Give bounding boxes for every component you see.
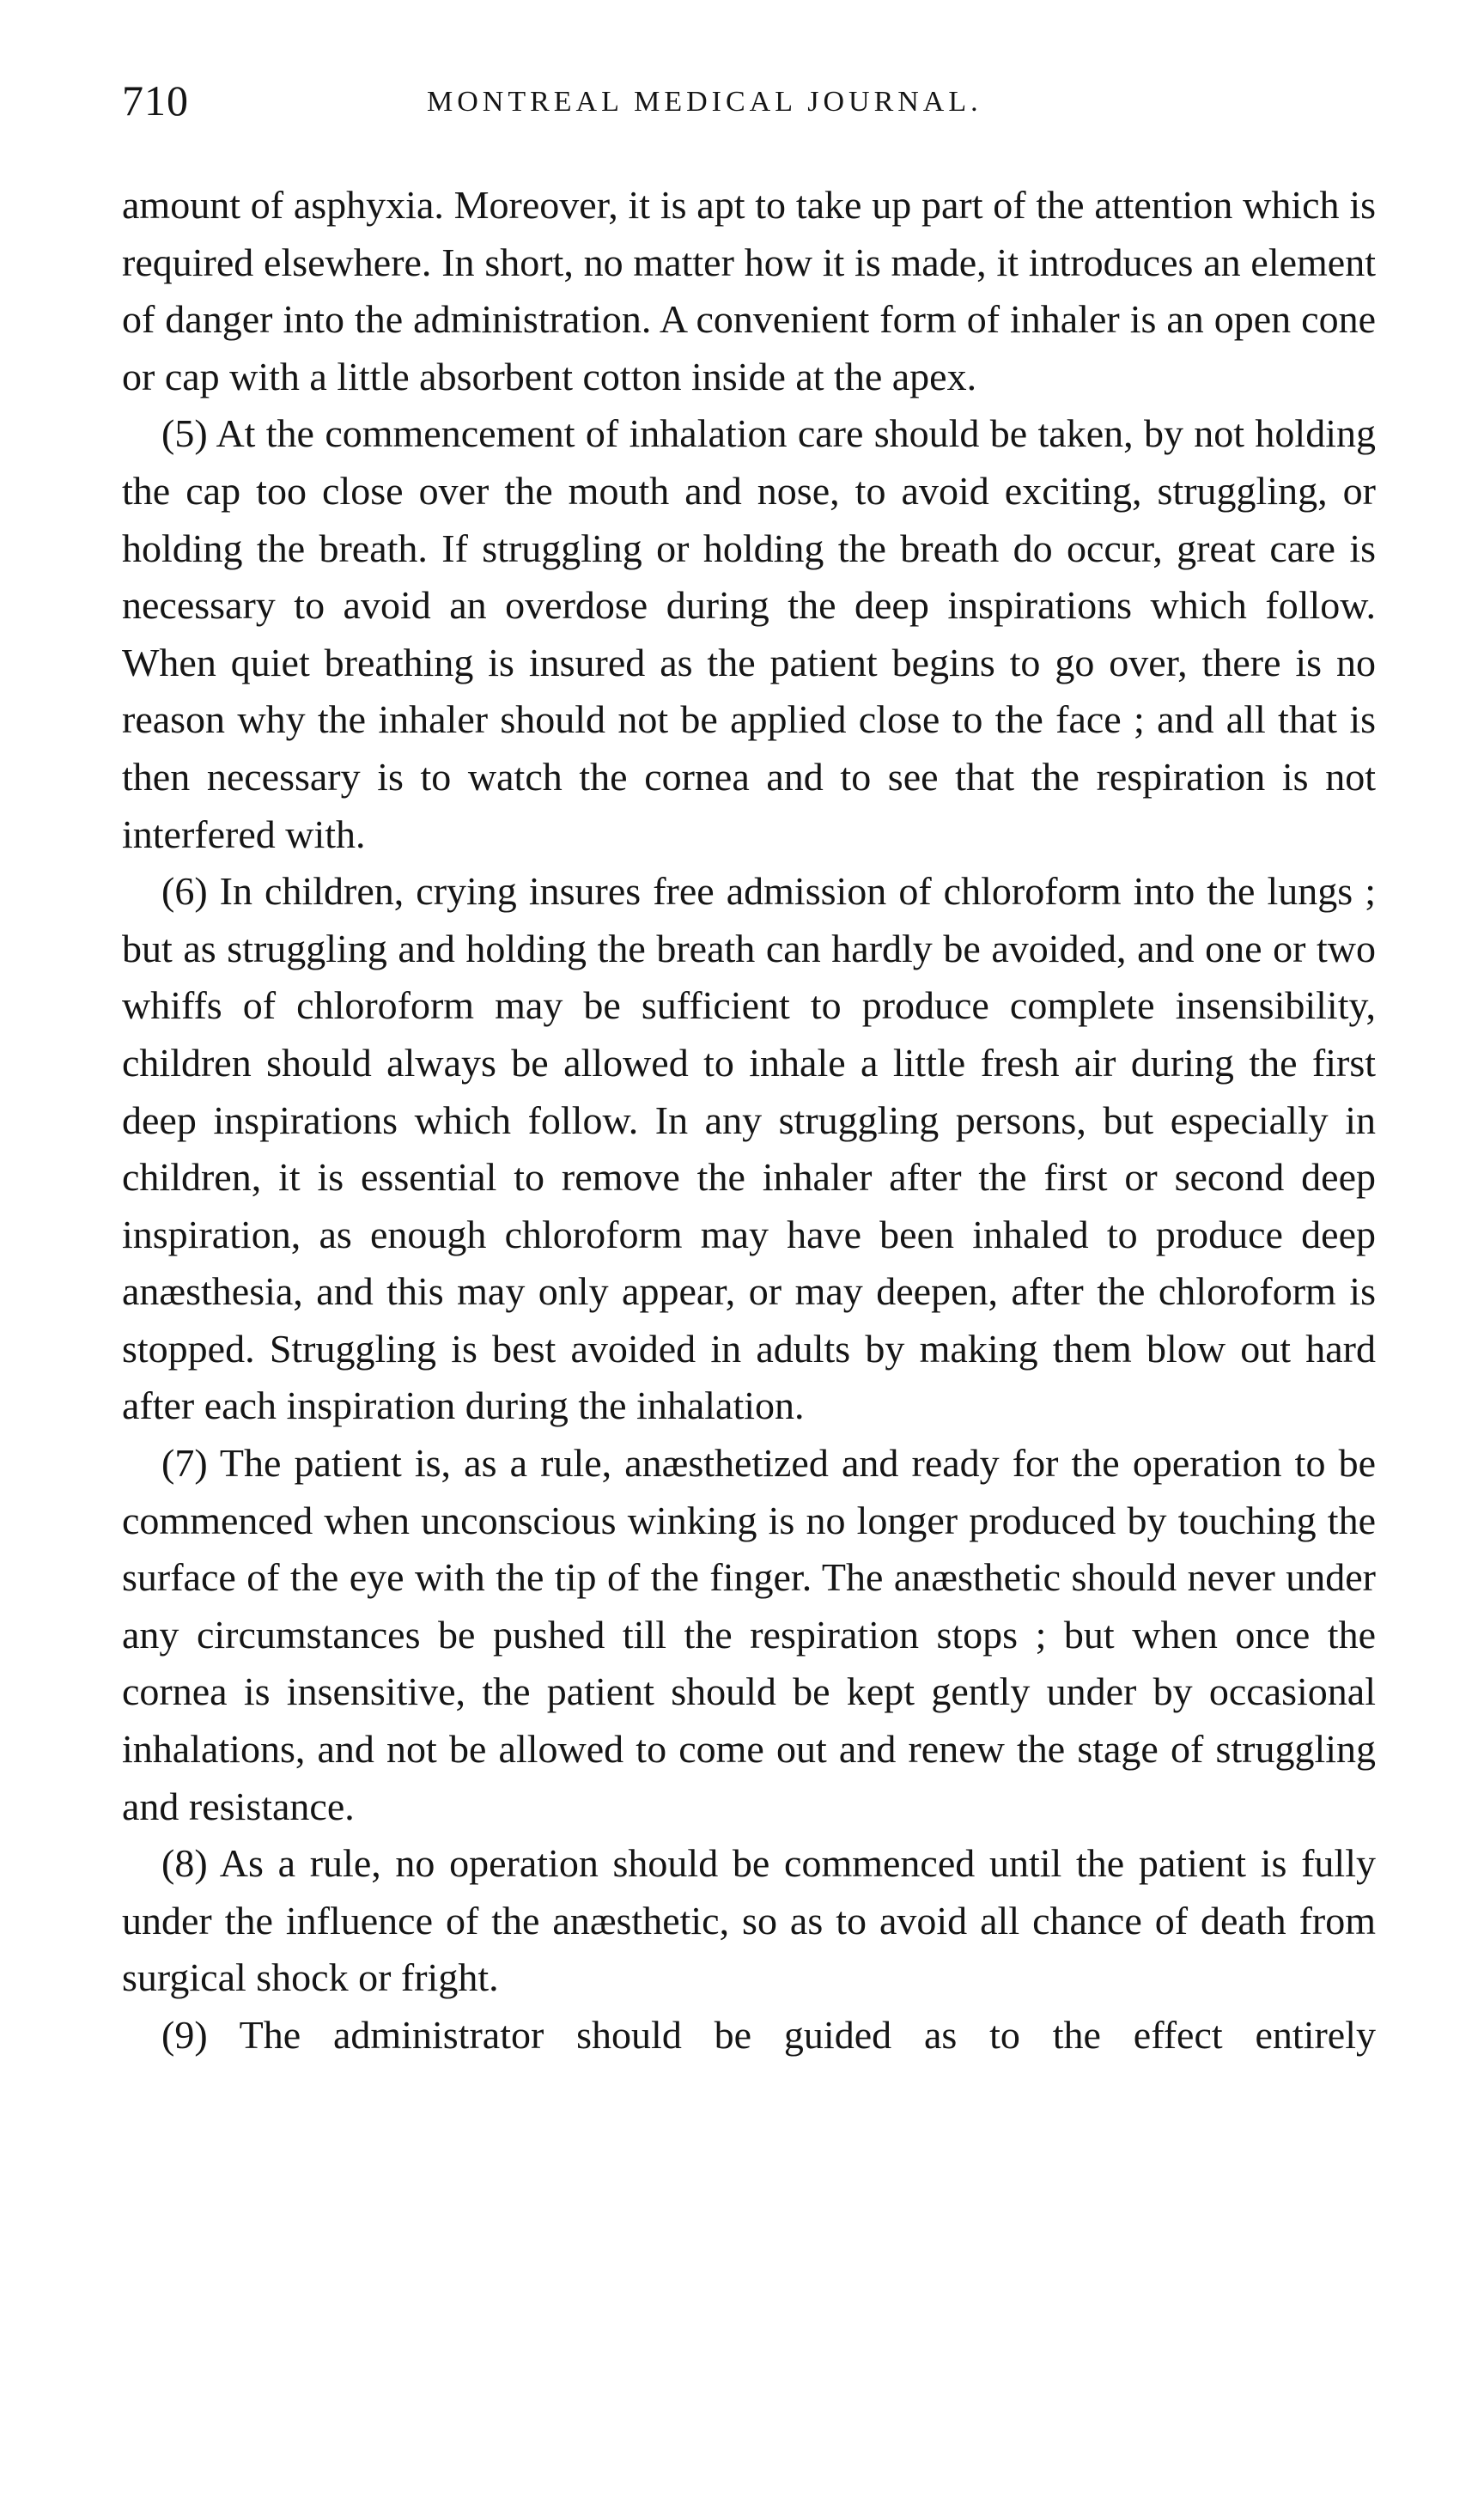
running-title: MONTREAL MEDICAL JOURNAL. bbox=[427, 86, 982, 118]
paragraph-item-8: (8) As a rule, no operation should be commenced until the patient is fully under the influence of the anæsthetic, so as to avoid all chance of death from surgical shock or fright. bbox=[122, 1841, 1376, 2000]
paragraph-item-9: (9) The administrator should be guided as to the effect entirely bbox=[161, 2013, 1376, 2057]
paragraph-inhaler-danger: amount of asphyxia. Moreover, it is apt to take up part of the attention which is required elsewhere. In short, no matter how it is made, it introduces an element of danger into the administration. A convenient form of inhaler is an open cone or cap with a little absorbent cotton inside at the apex. bbox=[122, 183, 1376, 398]
page-number: 710 bbox=[122, 76, 189, 125]
journal-page bbox=[122, 76, 1376, 2064]
paragraph-item-7: (7) The patient is, as a rule, anæsthetized and ready for the operation to be commenced when unconscious winking is no longer produced by touching the surface of the eye with the tip of the finger. The anæsthetic should never under any circumstances be pushed till the respiration stops ; but when once the cornea is insensitive, the patient should be kept gently under by occasional inhalations, and not be allowed to come out and renew the stage of struggling and resistance. bbox=[122, 1441, 1376, 1828]
paragraph-item-5: (5) At the commencement of inhalation care should be taken, by not holding the cap too close over the mouth and nose, to avoid exciting, struggling, or holding the breath. If struggling or holding the breath do occur, great care is necessary to avoid an overdose during the deep inspirations which follow. When quiet breathing is insured as the patient begins to go over, there is no reason why the inhaler should not be applied close to the face ; and all that is then necessary is to watch the cornea and to see that the respiration is not interfered with. bbox=[122, 411, 1376, 856]
page-header bbox=[122, 76, 1376, 136]
paragraph-item-6: (6) In children, crying insures free admission of chloroform into the lungs ; but as struggling and holding the breath can hardly be avoided, and one or two whiffs of chloroform may be sufficient to produce complete insensibility, children should always be allowed to inhale a little fresh air during the first deep inspirations which follow. In any struggling persons, but especially in children, it is essential to remove the inhaler after the first or second deep inspiration, as enough chloroform may have been inhaled to produce deep anæsthesia, and this may only appear, or may deepen, after the chloroform is stopped. Struggling is best avoided in adults by making them blow out hard after each inspiration during the inhalation. bbox=[122, 869, 1376, 1428]
article-body bbox=[122, 177, 1376, 2064]
